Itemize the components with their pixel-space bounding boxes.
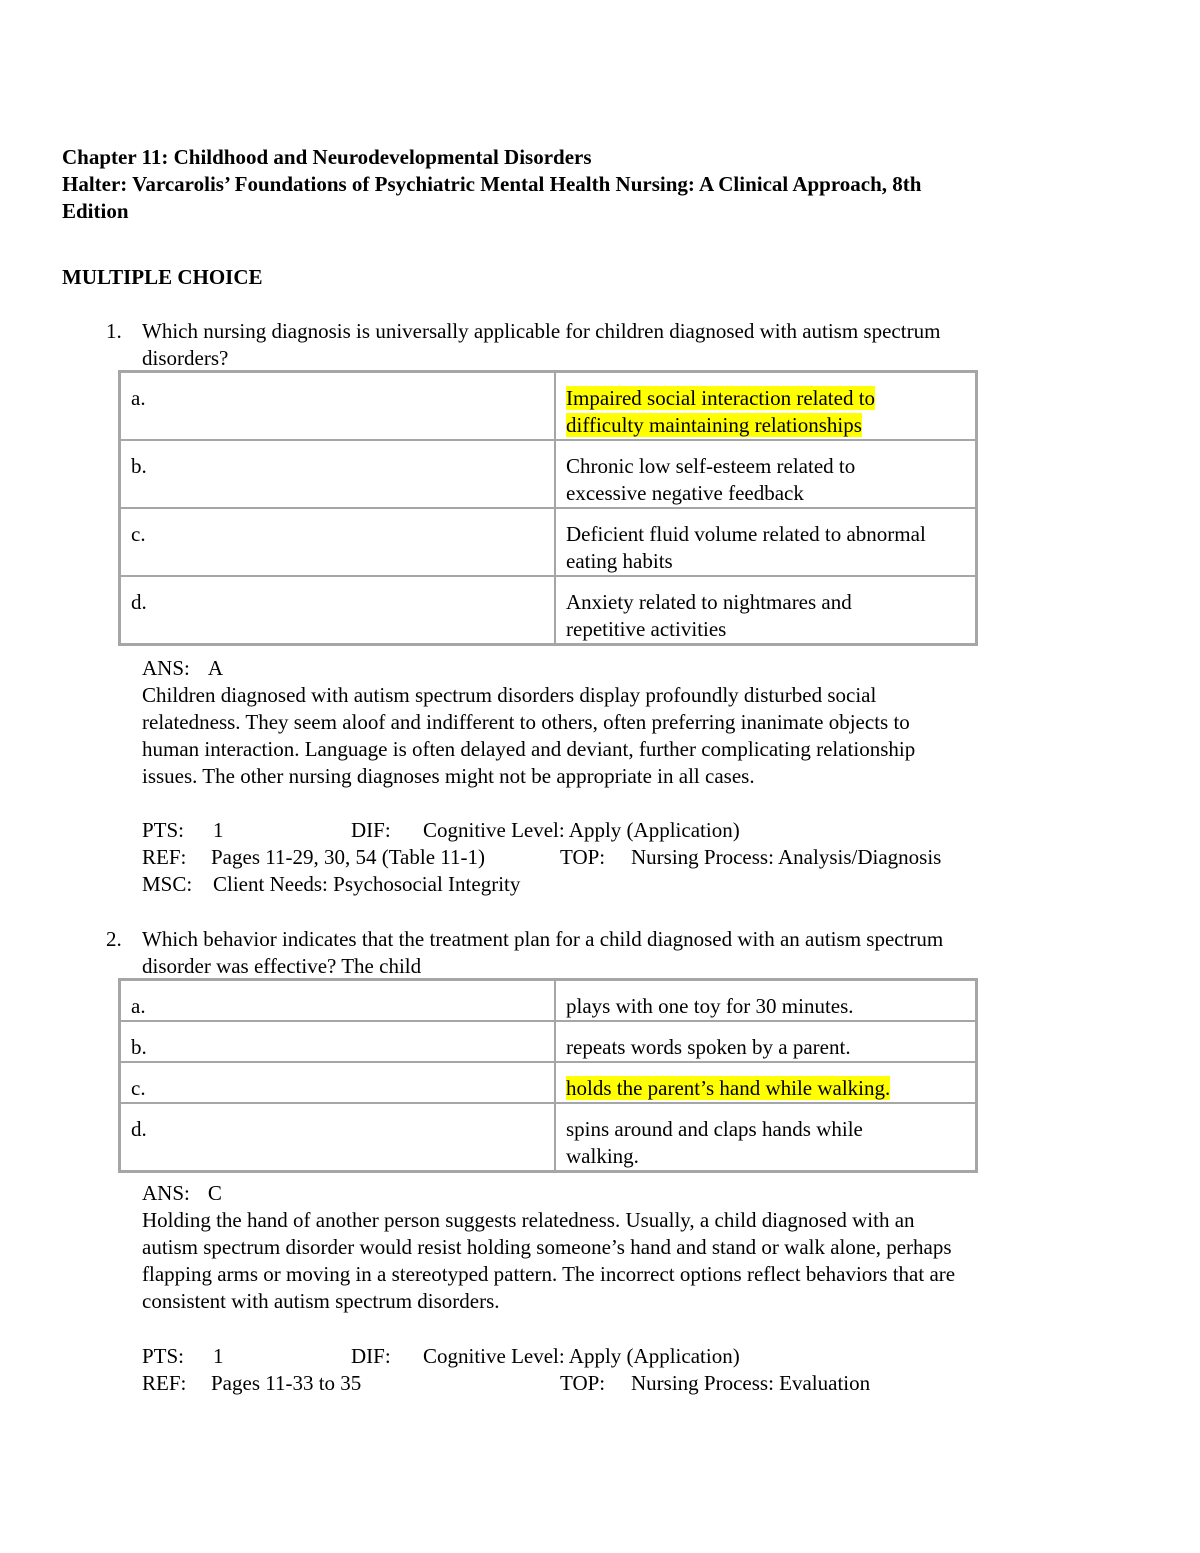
option-letter: a. — [120, 980, 556, 1022]
question-1-number: 1. — [106, 319, 122, 343]
answer-highlight: Impaired social interaction related to difficulty maintaining relationships — [566, 386, 876, 437]
question-1-stem-line-2: disorders? — [142, 346, 229, 370]
question-2-options-table — [118, 978, 978, 1173]
book-title-line-1: Halter: Varcarolis’ Foundations of Psychiatric Mental Health Nursing: A Clinical Approach, 8th — [62, 172, 922, 196]
option-text: plays with one toy for 30 minutes. — [555, 980, 977, 1022]
option-text: Deficient fluid volume related to abnormal eating habits — [555, 508, 977, 576]
option-text: repeats words spoken by a parent. — [555, 1021, 977, 1062]
top-value: Nursing Process: Analysis/Diagnosis — [631, 845, 942, 869]
msc-label: MSC: — [142, 872, 193, 896]
option-text — [555, 372, 977, 441]
chapter-title: Chapter 11: Childhood and Neurodevelopmental Disorders — [62, 145, 592, 169]
option-text: spins around and claps hands while walking. — [555, 1103, 977, 1172]
dif-value: Cognitive Level: Apply (Application) — [423, 818, 740, 842]
msc-value: Client Needs: Psychosocial Integrity — [213, 872, 521, 896]
option-text — [555, 1062, 977, 1103]
question-2-number: 2. — [106, 927, 122, 951]
pts-value: 1 — [213, 1344, 224, 1368]
ref-value: Pages 11-29, 30, 54 (Table 11-1) — [211, 845, 485, 869]
option-letter: d. — [120, 1103, 556, 1172]
question-2-answer — [142, 1180, 1062, 1207]
question-1-stem — [142, 318, 1062, 372]
rationale-line: issues. The other nursing diagnoses might not be appropriate in all cases. — [142, 764, 755, 788]
question-1-option-b[interactable] — [120, 440, 977, 508]
ans-label: ANS: — [142, 1181, 190, 1205]
rationale-line: autism spectrum disorder would resist holding someone’s hand and stand or walk alone, perhaps — [142, 1235, 952, 1259]
dif-value: Cognitive Level: Apply (Application) — [423, 1344, 740, 1368]
question-1-rationale — [142, 682, 1062, 790]
rationale-line: Children diagnosed with autism spectrum disorders display profoundly disturbed social — [142, 683, 877, 707]
top-label: TOP: — [560, 1371, 606, 1395]
option-letter: c. — [120, 1062, 556, 1103]
rationale-line: flapping arms or moving in a stereotyped pattern. The incorrect options reflect behaviors that are — [142, 1262, 956, 1286]
rationale-line: relatedness. They seem aloof and indifferent to others, often preferring inanimate objects to — [142, 710, 910, 734]
dif-label: DIF: — [351, 818, 391, 842]
answer-highlight: holds the parent’s hand while walking. — [566, 1076, 891, 1100]
question-2-option-a[interactable] — [120, 980, 977, 1022]
question-2-stem-line-2: disorder was effective? The child — [142, 954, 422, 978]
ans-value: A — [207, 656, 224, 680]
question-2-option-d[interactable] — [120, 1103, 977, 1172]
question-1-answer — [142, 655, 1062, 682]
option-letter: b. — [120, 1021, 556, 1062]
question-2-stem-line-1: Which behavior indicates that the treatment plan for a child diagnosed with an autism spectrum — [142, 927, 944, 951]
question-2-metadata — [142, 1343, 1042, 1424]
rationale-line: human interaction. Language is often delayed and deviant, further complicating relationship — [142, 737, 916, 761]
option-text: Anxiety related to nightmares and repetitive activities — [555, 576, 977, 645]
pts-label: PTS: — [142, 1344, 185, 1368]
question-1-options-table — [118, 370, 978, 646]
option-letter: c. — [120, 508, 556, 576]
top-label: TOP: — [560, 845, 606, 869]
question-2-option-b[interactable] — [120, 1021, 977, 1062]
pts-value: 1 — [213, 818, 224, 842]
question-1-metadata — [142, 817, 1042, 898]
option-letter: d. — [120, 576, 556, 645]
question-1-option-a[interactable] — [120, 372, 977, 441]
section-title: MULTIPLE CHOICE — [62, 265, 263, 289]
question-2-option-c[interactable] — [120, 1062, 977, 1103]
option-text: Chronic low self-esteem related to excessive negative feedback — [555, 440, 977, 508]
rationale-line: consistent with autism spectrum disorders. — [142, 1289, 500, 1313]
question-1-stem-line-1: Which nursing diagnosis is universally applicable for children diagnosed with autism spectrum — [142, 319, 941, 343]
option-letter: b. — [120, 440, 556, 508]
question-2-rationale — [142, 1207, 1062, 1315]
book-title-line-2: Edition — [62, 199, 129, 223]
question-1-option-d[interactable] — [120, 576, 977, 645]
dif-label: DIF: — [351, 1344, 391, 1368]
option-letter: a. — [120, 372, 556, 441]
question-2-stem — [142, 926, 1062, 980]
rationale-line: Holding the hand of another person suggests relatedness. Usually, a child diagnosed with an — [142, 1208, 915, 1232]
top-value: Nursing Process: Evaluation — [631, 1371, 871, 1395]
ref-label: REF: — [142, 1371, 187, 1395]
ref-label: REF: — [142, 845, 187, 869]
ans-label: ANS: — [142, 656, 190, 680]
question-1-option-c[interactable] — [120, 508, 977, 576]
ans-value: C — [207, 1181, 222, 1205]
pts-label: PTS: — [142, 818, 185, 842]
ref-value: Pages 11-33 to 35 — [211, 1371, 362, 1395]
